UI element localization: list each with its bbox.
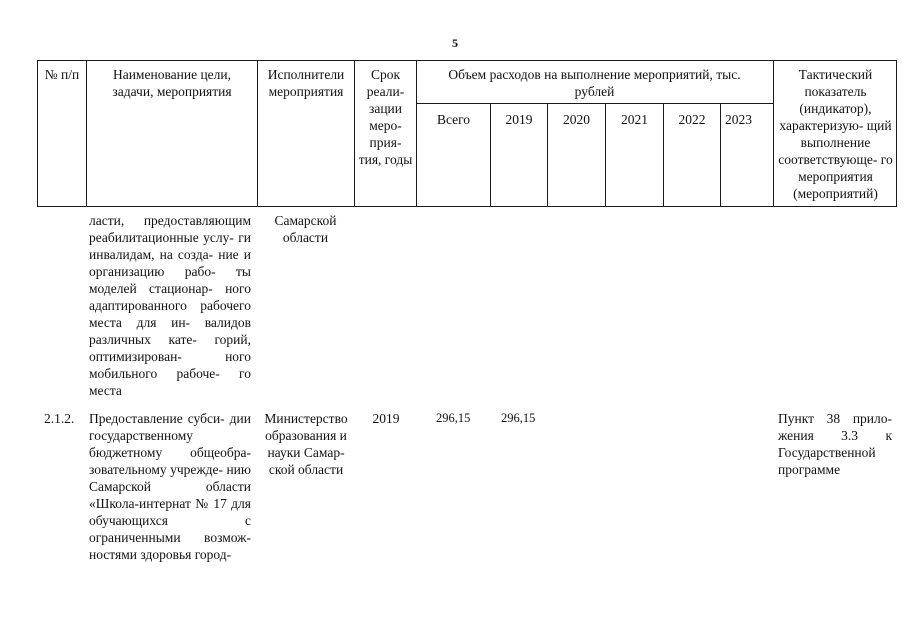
header-year-2020: 2020 bbox=[563, 112, 590, 127]
row-indicator: Пункт 38 прило- жения 3.3 к Государственной программе bbox=[778, 411, 892, 477]
header-col-name: Наименование цели, задачи, мероприятия bbox=[112, 67, 232, 99]
page-number: 5 bbox=[452, 36, 458, 50]
header-year-2021: 2021 bbox=[621, 112, 648, 127]
row-2019: 296,15 bbox=[501, 411, 536, 425]
row-term: 2019 bbox=[372, 411, 400, 426]
header-col-term: Срок реали- зации меро- прия- тия, годы bbox=[358, 67, 413, 167]
header-col-no: № п/п bbox=[44, 67, 80, 82]
row-executors: Министерство образования и науки Самар- ской области bbox=[264, 411, 348, 477]
header-col-executors: Исполнители мероприятия bbox=[267, 67, 345, 99]
header-col-total: Всего bbox=[436, 112, 471, 127]
row-total: 296,15 bbox=[436, 411, 471, 425]
row-name: ласти, предоставляющим реабилитационные услу- ги инвалидам, на созда- ние и организацию рабо- ты моделей стационар- ного адаптированного рабочего места для ин- валидов различных кате- горий, оптимизирован- ного мобильного рабоче- го места bbox=[89, 213, 251, 398]
header-year-2019: 2019 bbox=[505, 112, 533, 127]
header-year-2022: 2022 bbox=[678, 112, 706, 127]
header-col-volume: Объем расходов на выполнение мероприятий, тыс. рублей bbox=[448, 67, 741, 99]
row-name: Предоставление субси- дии государственному бюджетному общеобра- зовательному учрежде- нию Самарской области «Школа-интернат № 17 для обучающихся с ограниченными возмож- ностями здоровья город- bbox=[89, 411, 251, 562]
row-executors: Самарской области bbox=[274, 213, 337, 245]
header-year-2023: 2023 bbox=[725, 112, 752, 127]
header-col-indicator: Тактический показатель (индикатор), характеризую- щий выполнение соответствующе- го мероприятия (мероприятий) bbox=[778, 67, 893, 201]
row-number: 2.1.2. bbox=[44, 411, 75, 426]
